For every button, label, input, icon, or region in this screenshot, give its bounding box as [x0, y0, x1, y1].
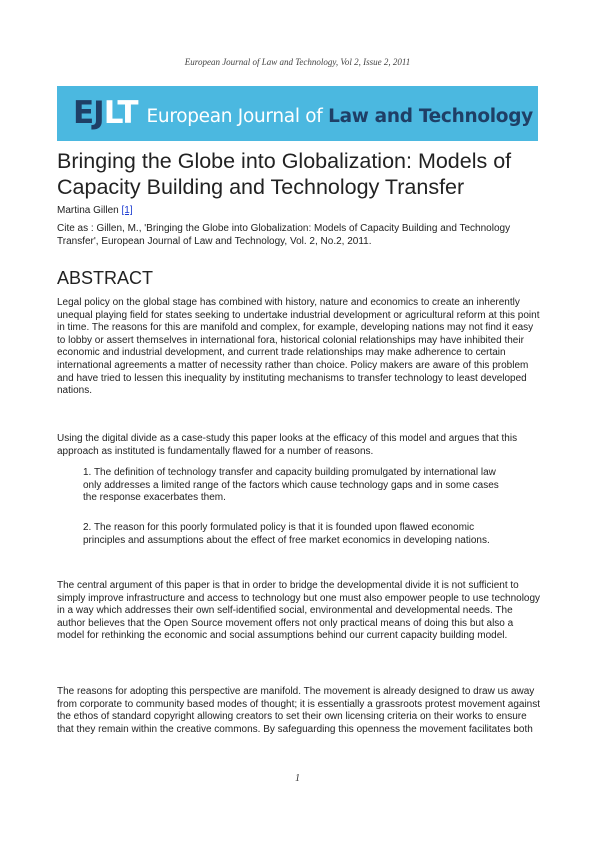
journal-name-prefix: European Journal of — [146, 105, 329, 127]
running-head: European Journal of Law and Technology, Vol 2, Issue 2, 2011 — [184, 57, 411, 67]
abstract-heading: ABSTRACT — [57, 268, 154, 288]
abstract-paragraph: The reasons for adopting this perspective are manifold. The movement is already designed to draw us away from corporate to community based modes of thought; it is essentially a grassroots protest movement against the ethos of standard copyright allowing creators to set their own licensing criteria on their works to ensure that they remain within the creative commons. By safeguarding this openness the movement facilitates both — [57, 686, 541, 735]
journal-name-bold: Law and Technology — [328, 105, 533, 127]
author-line — [57, 205, 133, 216]
abstract-paragraph: The central argument of this paper is that in order to bridge the developmental divide it is not sufficient to simply improve infrastructure and access to technology but one must also empower people to use technology in a way which addresses their own self-identified social, environmental and developmental needs. The author believes that the Open Source movement offers not only practical means of doing this but also a model for rethinking the economic and social assumptions behind our current capacity building model. — [57, 580, 541, 642]
page-number: 1 — [295, 773, 300, 784]
abstract-paragraph: Legal policy on the global stage has combined with history, nature and economics to create an inherently unequal playing field for states seeking to undertake industrial development or agricultural reform at this point in time. The reasons for this are manifold and complex, for example, developing nations may not find it easy to lobby or assert themselves in international fora, historical colonial relationships may have inhibited their economic and industrial development, and current trade relationships may make adherence to certain international agreements a matter of necessity rather than choice. Policy makers are aware of this problem and have tried to lessen this inequality by instituting mechanisms to transfer technology to least developed nations. — [57, 297, 540, 397]
reason-item: 2. The reason for this poorly formulated policy is that it is founded upon flawed economic principles and assumptions about the effect of free market economics in developing nations. — [83, 522, 490, 546]
author-name: Martina Gillen — [57, 205, 119, 216]
footnote-link[interactable]: [1] — [121, 205, 133, 216]
reason-item: 1. The definition of technology transfer and capacity building promulgated by international law only addresses a limited range of the factors which cause technology gaps and in some cases the response exacerbates them. — [83, 467, 499, 504]
citation: Cite as : Gillen, M., 'Bringing the Globe into Globalization: Models of Capacity Building and Technology Transfer', European Journal of Law and Technology, Vol. 2, No.2, 2011. — [57, 223, 511, 247]
abstract-paragraph: Using the digital divide as a case-study this paper looks at the efficacy of this model and argues that this approach as instituted is fundamentally flawed for a number of reasons. — [57, 433, 518, 457]
logo-lt: LT — [103, 95, 138, 131]
journal-logo — [73, 95, 138, 131]
journal-name — [147, 106, 533, 127]
journal-banner — [57, 86, 538, 141]
article-title: Bringing the Globe into Globalization: Models of Capacity Building and Technology Transfer — [57, 149, 512, 199]
logo-ej: EJ — [73, 95, 104, 131]
